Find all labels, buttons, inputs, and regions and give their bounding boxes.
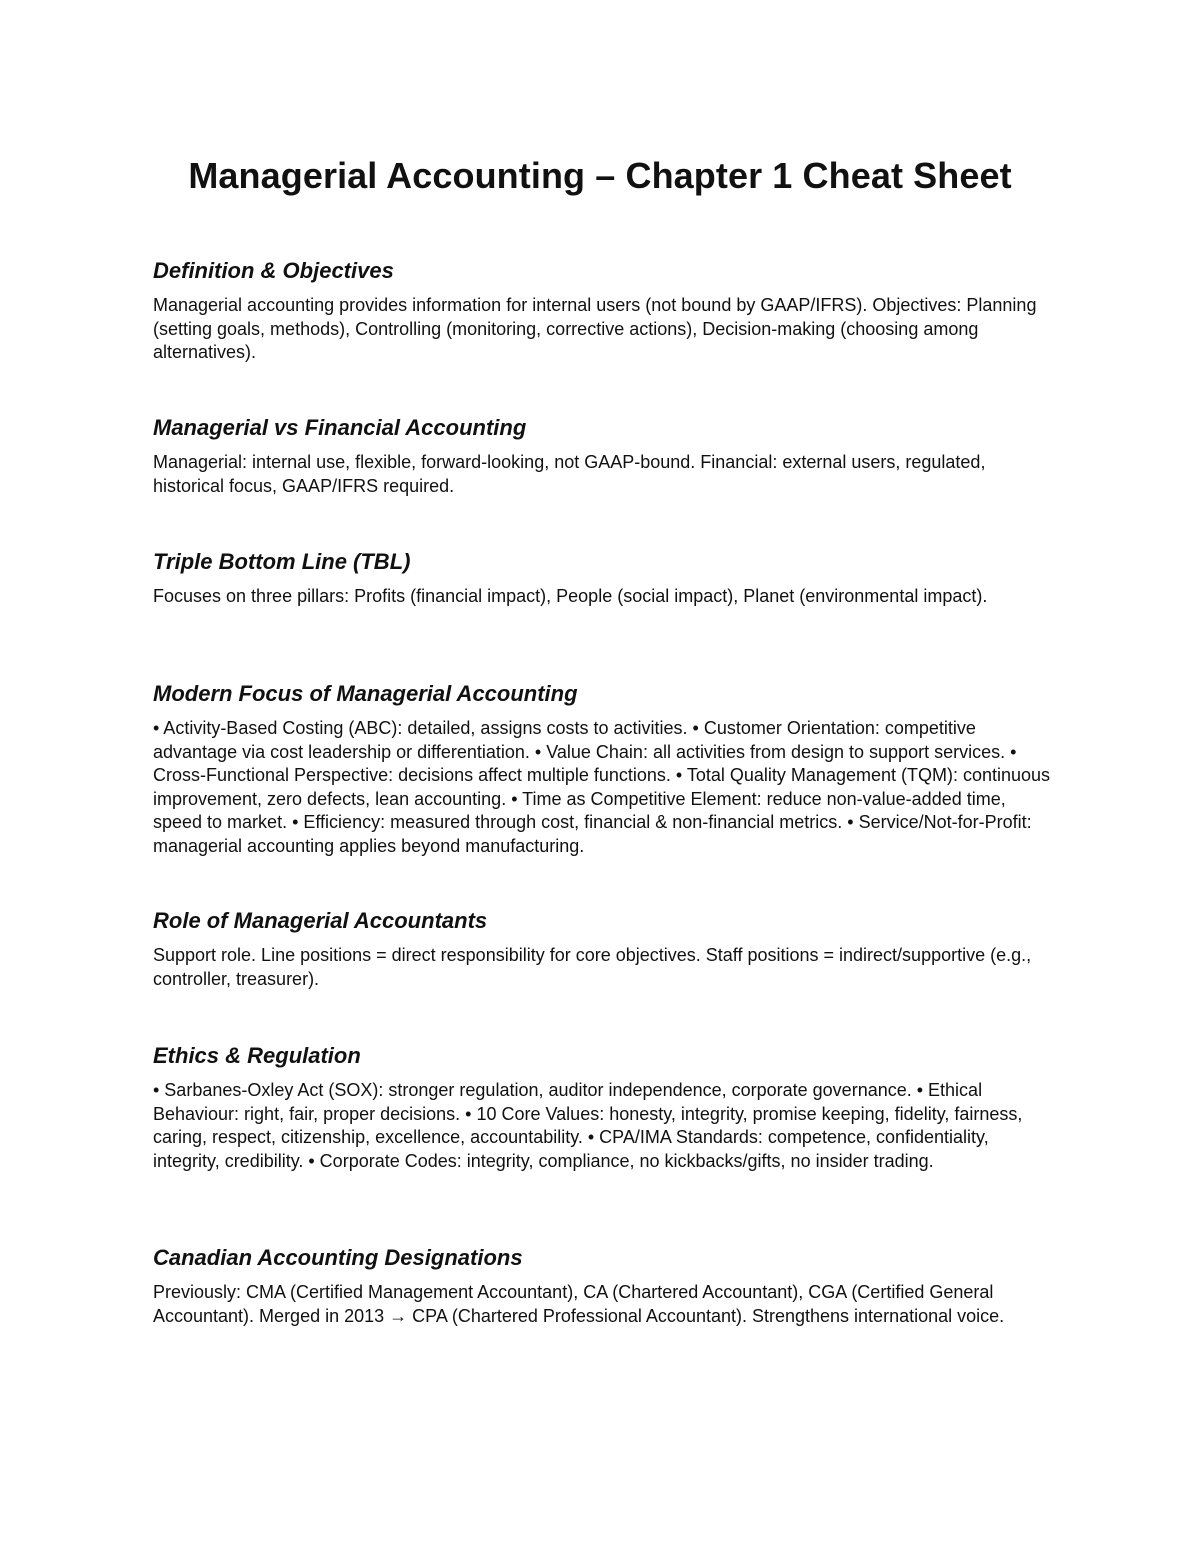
section-heading: Managerial vs Financial Accounting xyxy=(153,415,527,440)
section-body: Focuses on three pillars: Profits (financial impact), People (social impact), Planet (environmental impact). xyxy=(153,586,988,606)
section-heading: Modern Focus of Managerial Accounting xyxy=(153,681,578,706)
section-modern-focus xyxy=(153,679,1053,859)
section-body: Previously: CMA (Certified Management Accountant), CA (Chartered Accountant), CGA (Certified General Accountant). Merged in 2013 → CPA (Chartered Professional Accountant). Strengthens international voice. xyxy=(153,1282,1005,1326)
section-ethics-regulation xyxy=(153,1041,1053,1173)
section-managerial-vs-financial xyxy=(153,413,1053,498)
section-body: Support role. Line positions = direct responsibility for core objectives. Staff positions = indirect/supportive (e.g., controller, treasurer). xyxy=(153,945,1032,989)
section-heading: Triple Bottom Line (TBL) xyxy=(153,549,411,574)
section-heading: Ethics & Regulation xyxy=(153,1043,361,1068)
section-canadian-designations xyxy=(153,1243,1053,1328)
section-body: • Sarbanes-Oxley Act (SOX): stronger regulation, auditor independence, corporate governance. • Ethical Behaviour: right, fair, proper decisions. • 10 Core Values: honesty, integrity, promise keeping, fidelity, fairness, caring, respect, citizenship, excellence, accountability. • CPA/IMA Standards: competence, confidentiality, integrity, credibility. • Corporate Codes: integrity, compliance, no kickbacks/gifts, no insider trading. xyxy=(153,1080,1023,1171)
section-role-managerial-accountants xyxy=(153,906,1053,991)
section-body: Managerial: internal use, flexible, forward-looking, not GAAP-bound. Financial: external users, regulated, historical focus, GAAP/IFRS required. xyxy=(153,452,986,496)
page-title: Managerial Accounting – Chapter 1 Cheat Sheet xyxy=(188,155,1012,196)
section-body: Managerial accounting provides information for internal users (not bound by GAAP/IFRS). Objectives: Planning (setting goals, methods), Controlling (monitoring, corrective actions), Decision-making (choosing among alternatives). xyxy=(153,295,1037,363)
section-heading: Role of Managerial Accountants xyxy=(153,908,488,933)
section-heading: Definition & Objectives xyxy=(153,258,394,283)
section-body: • Activity-Based Costing (ABC): detailed, assigns costs to activities. • Customer Orientation: competitive advantage via cost leadership or differentiation. • Value Chain: all activities from design to support services. • Cross-Functional Perspective: decisions affect multiple functions. • Total Quality Management (TQM): continuous improvement, zero defects, lean accounting. • Time as Competitive Element: reduce non-value-added time, speed to market. • Efficiency: measured through cost, financial & non-financial metrics. • Service/Not-for-Profit: managerial accounting applies beyond manufacturing. xyxy=(153,718,1051,856)
section-heading: Canadian Accounting Designations xyxy=(153,1245,523,1270)
section-triple-bottom-line xyxy=(153,547,1053,609)
section-definition-objectives xyxy=(153,256,1053,365)
